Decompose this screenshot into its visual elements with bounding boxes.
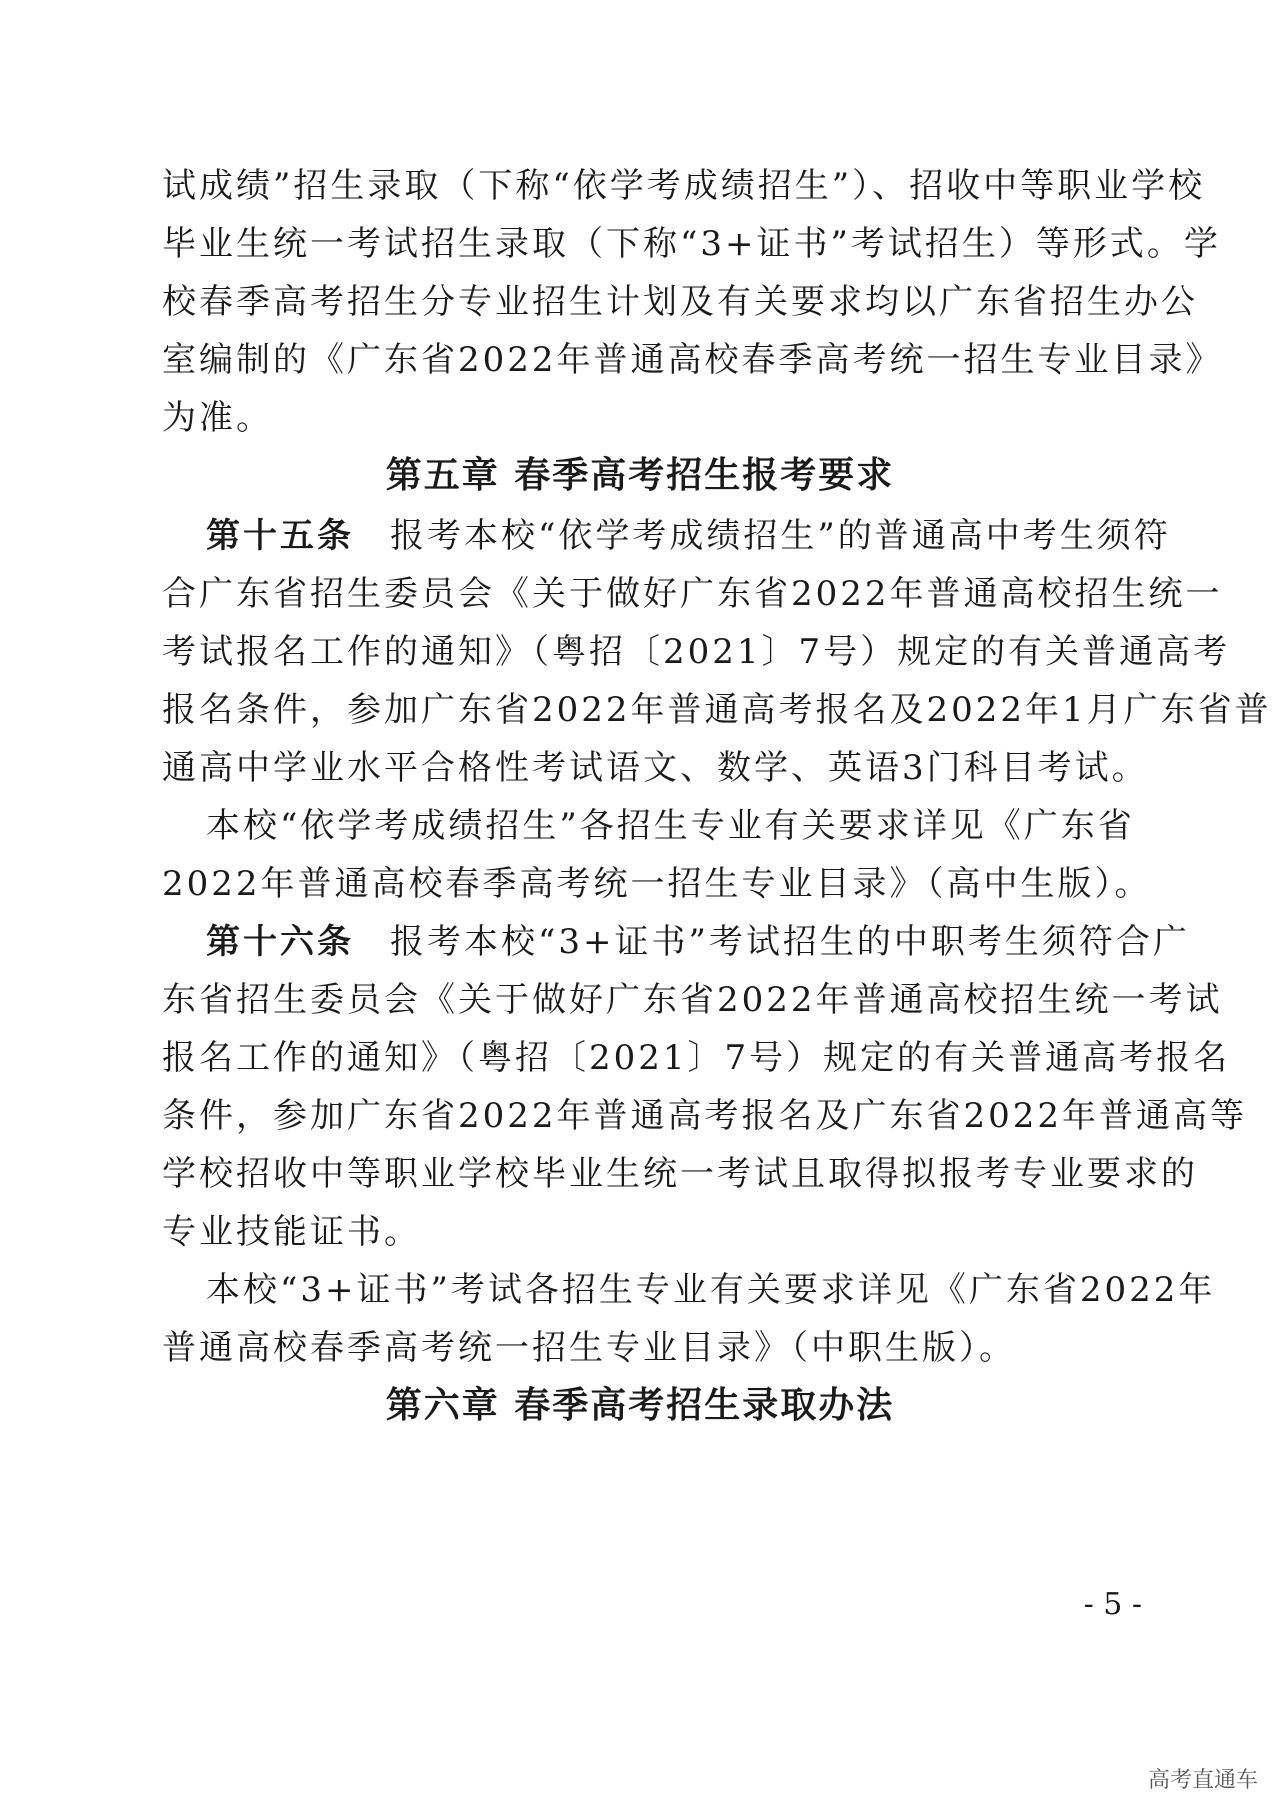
article-text: 报考本校“依学考成绩招生”的普通高中考生须符 [390, 516, 1171, 556]
body-line: 本校“依学考成绩招生”各招生专业有关要求详见《广东省 [206, 806, 1135, 846]
body-line: 室编制的《广东省2022年普通高校春季高考统一招生专业目录》 [162, 340, 1223, 380]
body-line: 报名工作的通知》（粤招〔2021〕7号）规定的有关普通高考报名 [162, 1038, 1231, 1078]
article-label: 第十五条 [206, 516, 354, 556]
body-line: 通高中学业水平合格性考试语文、数学、英语3门科目考试。 [162, 748, 1149, 788]
watermark-label: 高考直通车 [1147, 1768, 1258, 1793]
body-line: 学校招收中等职业学校毕业生统一考试且取得拟报考专业要求的 [162, 1154, 1198, 1194]
body-line: 校春季高考招生分专业招生计划及有关要求均以广东省招生办公 [162, 282, 1198, 322]
chapter-heading: 第五章 春季高考招生报考要求 [385, 455, 895, 496]
article-first-line [206, 516, 1171, 556]
article-label: 第十六条 [206, 922, 354, 962]
page-number: - 5 - [1083, 1587, 1142, 1622]
body-line: 试成绩”招生录取（下称“依学考成绩招生”）、招收中等职业学校 [162, 166, 1206, 206]
article-text: 报考本校“3+证书”考试招生的中职考生须符合广 [390, 922, 1190, 962]
body-line: 东省招生委员会《关于做好广东省2022年普通高校招生统一考试 [162, 980, 1223, 1020]
body-line: 毕业生统一考试招生录取（下称“3+证书”考试招生）等形式。学 [162, 224, 1221, 264]
body-line: 专业技能证书。 [162, 1212, 421, 1252]
body-line: 合广东省招生委员会《关于做好广东省2022年普通高校招生统一 [162, 574, 1223, 614]
body-line: 普通高校春季高考统一招生专业目录》（中职生版）。 [162, 1328, 1016, 1368]
body-line: 2022年普通高校春季高考统一招生专业目录》（高中生版）。 [162, 864, 1152, 904]
article-first-line [206, 922, 1190, 962]
body-line: 考试报名工作的通知》（粤招〔2021〕7号）规定的有关普通高考 [162, 632, 1231, 672]
body-line: 条件，参加广东省2022年普通高考报名及广东省2022年普通高等 [162, 1096, 1248, 1136]
body-line: 为准。 [162, 398, 273, 438]
body-line: 本校“3+证书”考试各招生专业有关要求详见《广东省2022年 [206, 1270, 1216, 1310]
body-line: 报名条件，参加广东省2022年普通高考报名及2022年1月广东省普 [162, 690, 1272, 730]
chapter-heading: 第六章 春季高考招生录取办法 [385, 1385, 895, 1426]
